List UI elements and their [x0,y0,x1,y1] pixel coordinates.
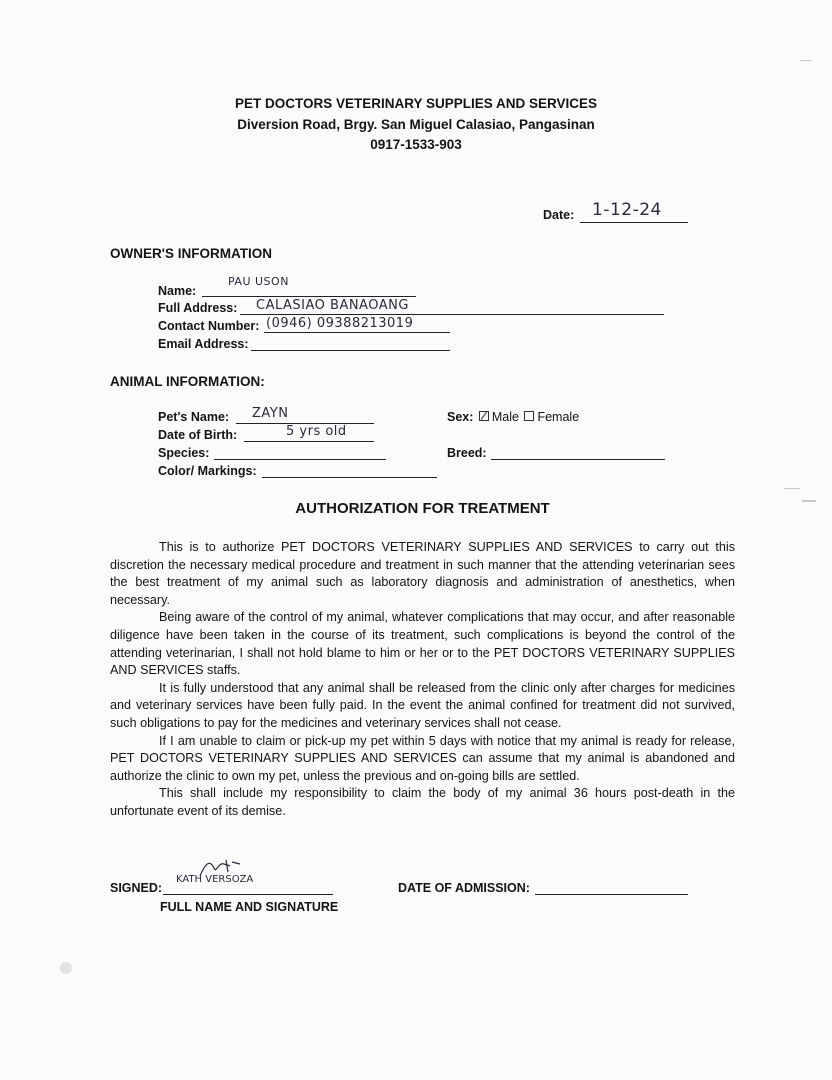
sex-field [447,410,579,424]
owner-contact-label: Contact Number: [158,319,260,333]
scan-speck [802,500,816,502]
color-line [262,477,437,478]
owner-contact-value: (0946) 09388213019 [266,316,414,331]
animal-section-title: ANIMAL INFORMATION: [110,374,265,389]
date-label: Date: [543,208,575,222]
owner-name-value: PAU USON [228,275,289,288]
color-label: Color/ Markings: [158,464,257,478]
owner-name-label: Name: [158,284,197,298]
authorization-paragraph: If I am unable to claim or pick-up my pet within 5 days with notice that my animal is ready for release, PET DOCTORS VETERINARY SUPPLIES AND SERVICES can assume that my animal is abandoned and authorize the clinic to own my pet, unless the previous and on-going bills are settled. [110,733,735,783]
female-checkbox[interactable] [524,411,534,421]
owner-contact-line [264,332,450,333]
scan-speck [60,962,72,974]
male-option-label: Male [491,410,519,424]
species-line [214,459,386,460]
owner-address-value: CALASIAO BANAOANG [256,298,409,313]
dob-label: Date of Birth: [158,428,238,442]
authorization-title: AUTHORIZATION FOR TREATMENT [295,500,550,517]
business-phone: 0917-1533-903 [370,137,462,152]
female-option-label: Female [537,410,580,424]
authorization-paragraph: This is to authorize PET DOCTORS VETERINARY SUPPLIES AND SERVICES to carry out this discretion the necessary medical procedure and treatment in such manner that the attending veterinarian sees the best treatment of my animal such as laboratory diagnosis and administration of anesthetics, when necessary. [110,540,735,607]
owner-section-title: OWNER'S INFORMATION [110,246,272,261]
authorization-paragraph: Being aware of the control of my animal, whatever complications that may occur, and after reasonable diligence have been taken in the course of its treatment, such complications is beyond the control of the attending veterinarian, I shall not hold blame to him or her or to the PET DOCTORS VETERINARY SUPPLIES AND SERVICES staffs. [110,610,735,678]
breed-label: Breed: [447,446,487,460]
pet-name-label: Pet's Name: [158,410,230,424]
owner-address-line [240,314,664,315]
signed-label: SIGNED: [110,881,163,895]
signature-scribble [196,858,242,880]
male-checkbox[interactable] [479,411,489,421]
date-line [580,222,688,223]
business-address: Diversion Road, Brgy. San Miguel Calasiao, Pangasinan [237,117,595,132]
admission-date-line [535,894,688,895]
owner-email-line [251,350,450,351]
authorization-paragraph: It is fully understood that any animal shall be released from the clinic only after charges for medicines and veterinary services have been fully paid. In the event the animal confined for treatment did not survived, such obligations to pay for the medicines and veterinary services shall not cease. [110,680,735,730]
admission-date-label: DATE OF ADMISSION: [398,881,530,895]
owner-address-label: Full Address: [158,301,238,315]
dob-value: 5 yrs old [286,424,347,439]
signature-line [163,894,333,895]
business-name: PET DOCTORS VETERINARY SUPPLIES AND SERVICES [234,96,598,111]
species-label: Species: [158,446,210,460]
signature-value: KATH VERSOZA [176,874,254,885]
scan-speck [784,488,800,489]
breed-line [491,459,665,460]
dob-line [244,441,374,442]
date-value: 1-12-24 [592,200,662,220]
authorization-body [110,539,735,821]
owner-email-label: Email Address: [158,337,249,351]
pet-name-value: ZAYN [252,406,289,421]
signature-caption: FULL NAME AND SIGNATURE [160,900,339,914]
scan-speck [800,60,812,61]
authorization-paragraph: This shall include my responsibility to claim the body of my animal 36 hours post-death in the unfortunate event of its demise. [110,786,735,818]
owner-name-line [202,296,416,297]
sex-label: Sex: [447,410,474,424]
